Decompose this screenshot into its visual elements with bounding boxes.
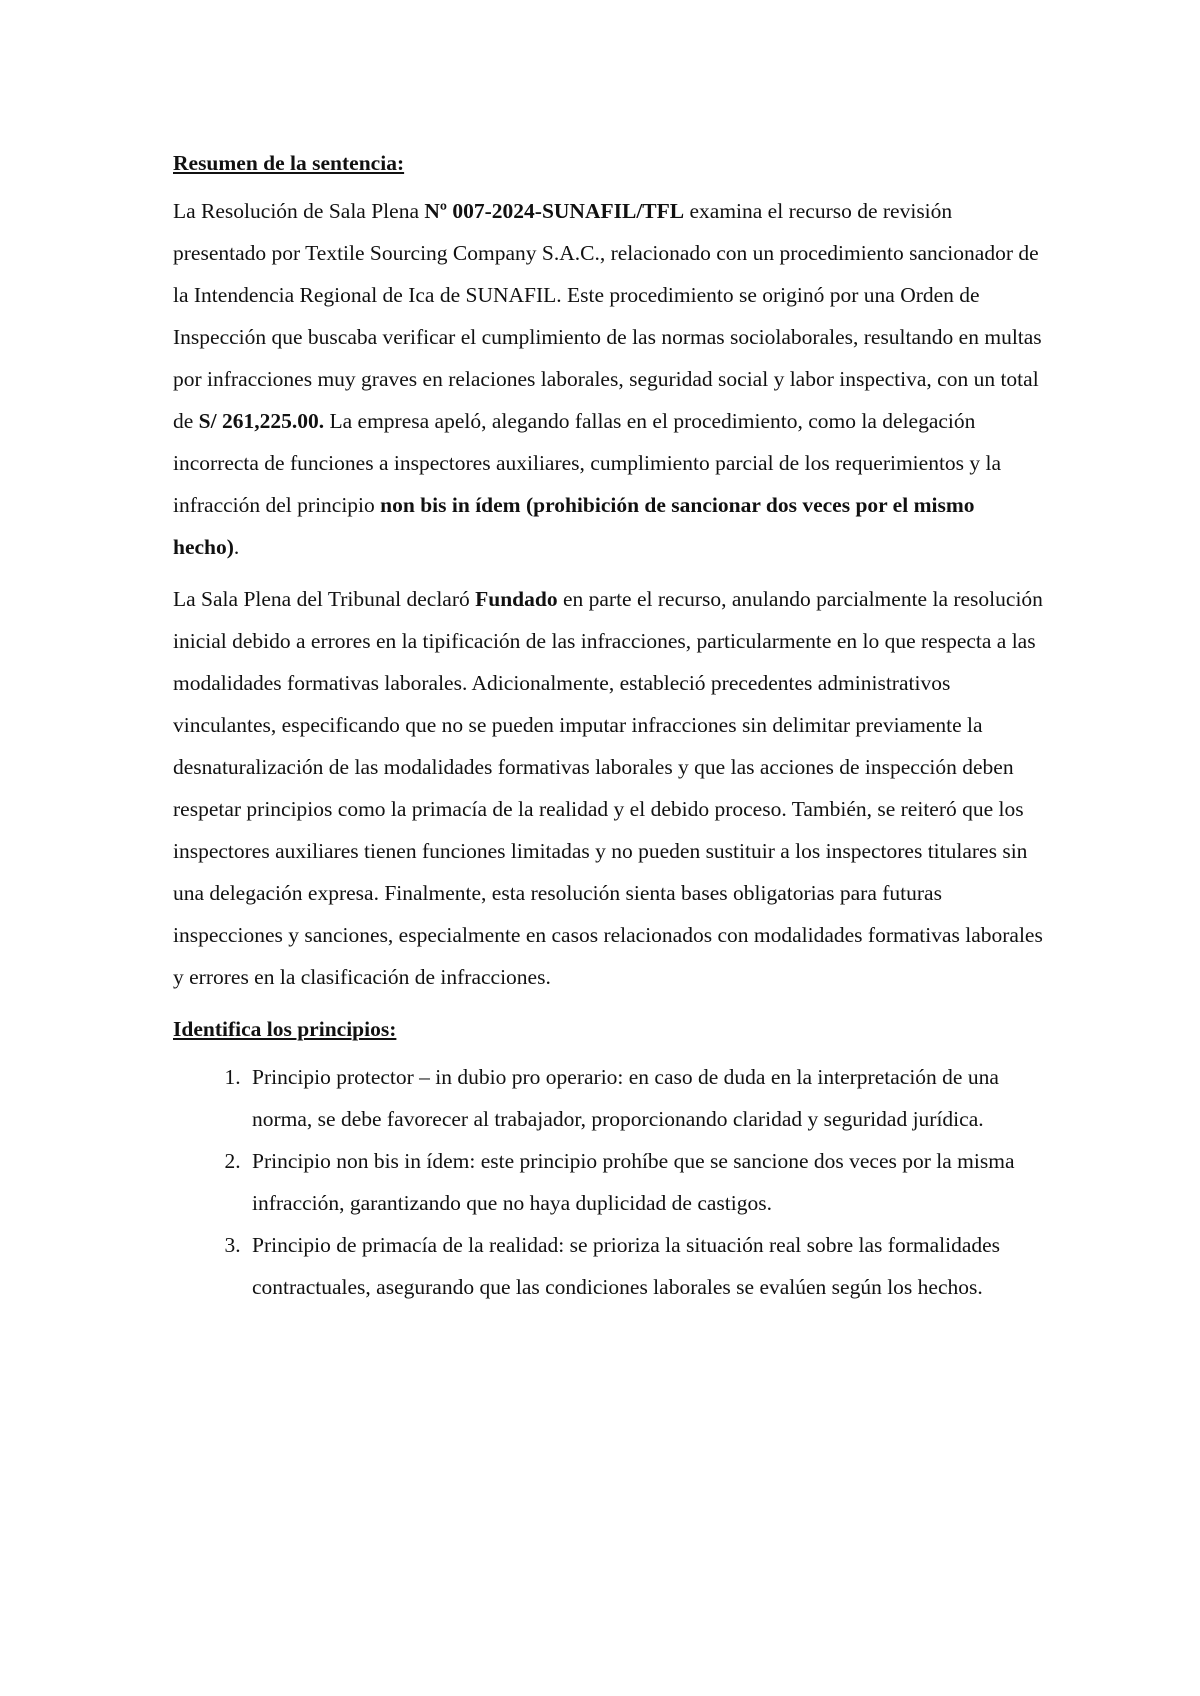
summary-p1-text-4: . [233,535,240,559]
document-body [173,142,1043,1308]
fine-total: S/ 261,225.00. [198,409,325,433]
summary-heading: Resumen de la sentencia: [173,151,405,175]
resolution-number: Nº 007-2024-SUNAFIL/TFL [424,199,685,223]
list-item: 1. Principio protector – in dubio pro operario: en caso de duda en la interpretación de una norma, se debe favorecer al trabajador, proporcionando claridad y seguridad jurídica. [246,1056,1043,1140]
ruling-emphasis: Fundado [475,587,558,611]
summary-paragraph-1 [173,190,1043,568]
summary-p2-text-2: en parte el recurso, anulando parcialmente la resolución inicial debido a errores en la tipificación de las infracciones, particularmente en lo que respecta a las modalidades formativas laborales. Adicionalmente, estableció precedentes administrativos vinculantes, especificando que no se pueden imputar infracciones sin delimitar previamente la desnaturalización de las modalidades formativas laborales y que las acciones de inspección deben respetar principios como la primacía de la realidad y el debido proceso. También, se reiteró que los inspectores auxiliares tienen funciones limitadas y no pueden sustituir a los inspectores titulares sin una delegación expresa. Finalmente, esta resolución sienta bases obligatorias para futuras inspecciones y sanciones, especialmente en casos relacionados con modalidades formativas laborales y errores en la clasificación de infracciones. [173,587,1043,989]
principles-list [173,1056,1043,1308]
list-item: 2. Principio non bis in ídem: este principio prohíbe que se sancione dos veces por la misma infracción, garantizando que no haya duplicidad de castigos. [246,1140,1043,1224]
summary-p2-text-1: La Sala Plena del Tribunal declaró [173,587,476,611]
summary-p1-text-2: examina el recurso de revisión presentado por Textile Sourcing Company S.A.C., relacionado con un procedimiento sancionador de la Intendencia Regional de Ica de SUNAFIL. Este procedimiento se originó por una Orden de Inspección que buscaba verificar el cumplimiento de las normas sociolaborales, resultando en multas por infracciones muy graves en relaciones laborales, seguridad social y labor inspectiva, con un total de [173,199,1042,433]
list-item: 3. Principio de primacía de la realidad: se prioriza la situación real sobre las formalidades contractuales, asegurando que las condiciones laborales se evalúen según los hechos. [246,1224,1043,1308]
summary-paragraph-2 [173,578,1043,998]
principles-heading: Identifica los principios: [173,1017,397,1041]
summary-p1-text-1: La Resolución de Sala Plena [173,199,425,223]
non-bis-in-idem-emphasis: non bis in ídem (prohibición de sancionar dos veces por el mismo hecho) [173,493,975,559]
summary-p1-text-3: La empresa apeló, alegando fallas en el procedimiento, como la delegación incorrecta de funciones a inspectores auxiliares, cumplimiento parcial de los requerimientos y la infracción del principio [173,409,1002,517]
